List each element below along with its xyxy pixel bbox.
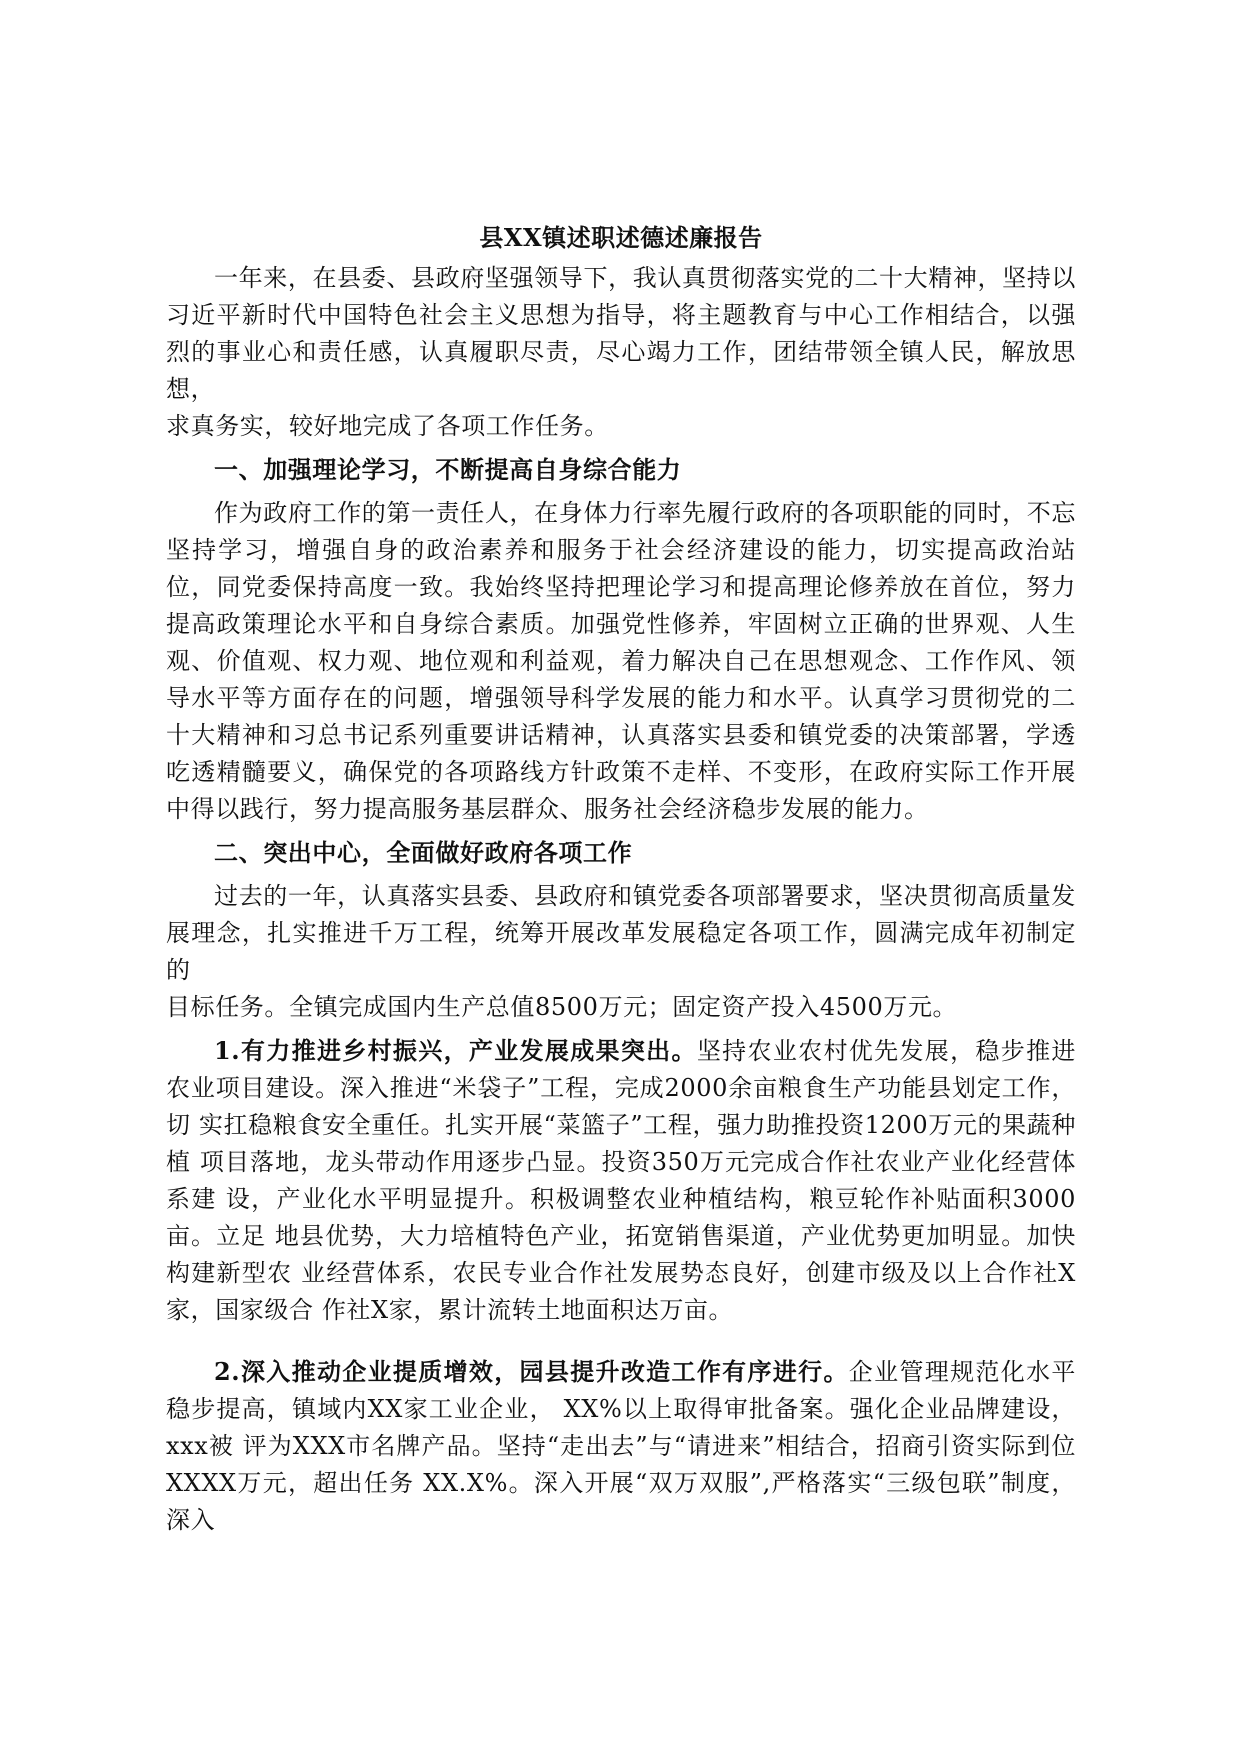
item-2-lead: 2.深入推动企业提质增效，园县提升改造工作有序进行。 [214, 1357, 849, 1386]
item-2-paragraph [166, 1353, 1076, 1539]
intro-paragraph: 一年来，在县委、县政府坚强领导下，我认真贯彻落实党的二十大精神，坚持以习近平新时代中国特色社会主义思想为指导，将主题教育与中心工作相结合，以强烈的事业心和责任感，认真履职尽责，尽心竭力工作，团结带领全镇人民，解放思想， [166, 264, 1076, 403]
section-2-body-continued: 目标任务。全镇完成国内生产总值8500万元；固定资产投入4500万元。 [166, 993, 958, 1021]
item-1-paragraph [166, 1032, 1076, 1329]
item-1-lead: 1.有力推进乡村振兴，产业发展成果突出。 [214, 1036, 697, 1065]
item-2-text: 企业管理规范化水平稳步提高，镇域内XX家工业企业， XX%以上取得审批备案。强化企业品牌建设， xxx被 评为XXX市名牌产品。坚持“走出去”与“请进来”相结合，招商引资实际到位XXXX万元，超出任务 XX.X%。深入开展“双万双服”,严格落实“三级包联”制度，深入 [166, 1358, 1076, 1534]
item-1-text: 坚持农业农村优先发展，稳步推进农业项目建设。深入推进“米袋子”工程，完成2000余亩粮食生产功能县划定工作，切 实扛稳粮食安全重任。扎实开展“菜篮子”工程，强力助推投资1200万元的果蔬种植 项目落地，龙头带动作用逐步凸显。投资350万元完成合作社农业产业化经营体系建 设，产业化水平明显提升。积极调整农业种植结构，粮豆轮作补贴面积3000亩。立足 地县优势，大力培植特色产业，拓宽销售渠道，产业优势更加明显。加快构建新型农 业经营体系，农民专业合作社发展势态良好，创建市级及以上合作社X家，国家级合 作社X家，累计流转土地面积达万亩。 [166, 1037, 1076, 1324]
section-1-body: 作为政府工作的第一责任人，在身体力行率先履行政府的各项职能的同时，不忘坚持学习，增强自身的政治素养和服务于社会经济建设的能力，切实提高政治站位，同党委保持高度一致。我始终坚持把理论学习和提高理论修养放在首位，努力提高政策理论水平和自身综合素质。加强党性修养，牢固树立正确的世界观、人生观、价值观、权力观、地位观和利益观，着力解决自己在思想观念、工作作风、领导水平等方面存在的问题，增强领导科学发展的能力和水平。认真学习贯彻党的二十大精神和习总书记系列重要讲话精神，认真落实县委和镇党委的决策部署，学透吃透精髓要义，确保党的各项路线方针政策不走样、不变形，在政府实际工作开展中得以践行，努力提高服务基层群众、服务社会经济稳步发展的能力。 [166, 499, 1076, 823]
section-1-heading: 一、加强理论学习，不断提高自身综合能力 [214, 455, 682, 484]
document-page [166, 220, 1076, 1539]
document-title: 县XX镇述职述德述廉报告 [479, 223, 763, 252]
section-2-heading: 二、突出中心，全面做好政府各项工作 [214, 838, 633, 867]
section-2-body: 过去的一年，认真落实县委、县政府和镇党委各项部署要求，坚决贯彻高质量发展理念，扎实推进千万工程，统筹开展改革发展稳定各项工作，圆满完成年初制定的 [166, 882, 1076, 984]
intro-paragraph-continued: 求真务实，较好地完成了各项工作任务。 [166, 412, 609, 440]
